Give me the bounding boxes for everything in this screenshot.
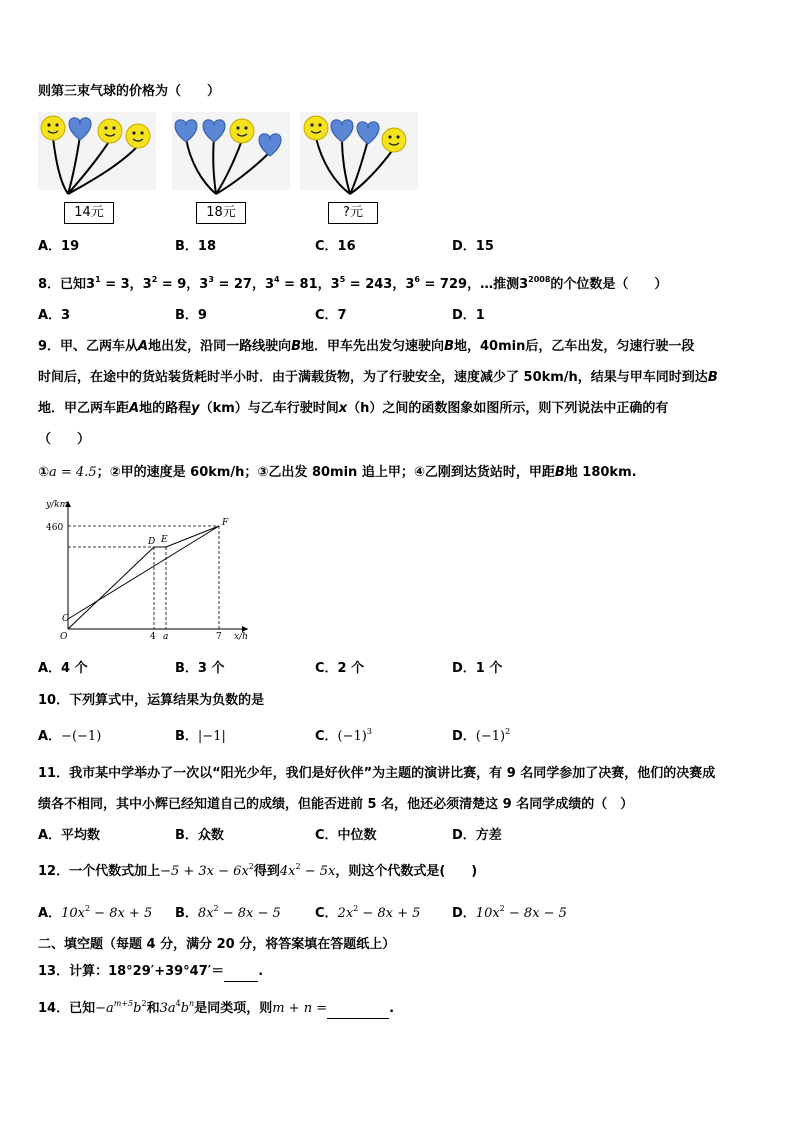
point-d: D xyxy=(148,537,156,547)
q12-option-c[interactable]: C．$2x^2 - 8x + 5$ xyxy=(315,904,421,921)
q8-option-b[interactable]: B．9 xyxy=(175,308,207,323)
q9-line-1: 9．甲、乙两车从A地出发，沿同一路线驶向B地．甲车先出发匀速驶向B地，40min后，乙车出发，匀速行驶一段 xyxy=(38,339,695,354)
q9-line-2: 时间后，在途中的货站装货耗时半小时．由于满载货物，为了行驶安全，速度减少了 50km/h，结果与甲车同时到达B xyxy=(38,370,718,385)
q9-option-b[interactable]: B．3 个 xyxy=(175,661,225,676)
q11-line-2: 绩各不相同，其中小辉已经知道自己的成绩，但能否进前 5 名，他还必须清楚这 9 名同学成绩的（ ） xyxy=(38,797,634,812)
price-box-1: 14元 xyxy=(64,202,114,224)
balloon-bunch-1 xyxy=(38,112,156,227)
q10-option-c[interactable]: C．$(-1)^3$ xyxy=(315,727,372,744)
balloon-bunch-2 xyxy=(172,112,290,227)
tick-460: 460 xyxy=(46,523,64,533)
point-o: O xyxy=(60,632,68,642)
q8-option-d[interactable]: D．1 xyxy=(452,308,485,323)
q14-stem: 14．已知$-a^{m+5}b^2$和$3a^4b^n$是同类项，则m + n = . xyxy=(38,1000,394,1019)
q9-line-5: ①a = 4.5；②甲的速度是 60km/h；③乙出发 80min 追上甲；④乙刚到达货站时，甲距B地 180km. xyxy=(38,465,637,480)
q12-option-b[interactable]: B．$8x^2 - 8x - 5$ xyxy=(175,904,281,921)
q12-option-a[interactable]: A．$10x^2 - 8x + 5$ xyxy=(38,904,153,921)
q10-option-a[interactable]: A．−(−1) xyxy=(38,729,102,744)
q11-option-b[interactable]: B．众数 xyxy=(175,828,224,843)
tick-7: 7 xyxy=(216,632,222,642)
q8-option-c[interactable]: C．7 xyxy=(315,308,347,323)
q8-option-a[interactable]: A．3 xyxy=(38,308,71,323)
point-f: F xyxy=(222,518,229,528)
q7-stem: 则第三束气球的价格为（ ） xyxy=(38,84,221,99)
q9-line-4: （ ） xyxy=(38,432,91,447)
y-axis-label: y/km xyxy=(46,500,69,510)
tick-a: a xyxy=(163,632,169,642)
tick-4: 4 xyxy=(150,632,156,642)
q10-option-d[interactable]: D．$(-1)^2$ xyxy=(452,727,511,744)
q11-line-1: 11．我市某中学举办了一次以“阳光少年，我们是好伙伴”为主题的演讲比赛，有 9 名同学参加了决赛，他们的决赛成 xyxy=(38,766,716,781)
line-yi xyxy=(68,526,219,629)
q9-function-graph xyxy=(38,493,260,648)
q9-graph-svg xyxy=(38,493,260,648)
q7-option-b[interactable]: B．18 xyxy=(175,239,216,254)
q7-option-d[interactable]: D．15 xyxy=(452,239,494,254)
q8-stem: 8．已知$3^1 = 3$，$3^2 = 9$，$3^3 = 27$，$3^4 = 81$，$3^5 = 243$，$3^6 = 729$，…推测$3^{2008}$的个位数是（ ） xyxy=(38,275,668,292)
q12-option-d[interactable]: D．$10x^2 - 8x - 5$ xyxy=(452,904,567,921)
q9-line-3: 地．甲乙两车距A地的路程y（km）与乙车行驶时间x（h）之间的函数图象如图所示，则下列说法中正确的有 xyxy=(38,401,669,416)
q10-stem: 10．下列算式中，运算结果为负数的是 xyxy=(38,693,265,708)
q7-option-c[interactable]: C．16 xyxy=(315,239,356,254)
q9-option-c[interactable]: C．2 个 xyxy=(315,661,365,676)
point-c: C xyxy=(62,614,69,624)
q10-option-b[interactable]: B．|−1| xyxy=(175,729,226,744)
price-box-3: ?元 xyxy=(328,202,378,224)
q13-stem: 13．计算：18°29′+39°47′＝ . xyxy=(38,963,263,982)
balloon-bunch-3 xyxy=(300,112,418,227)
line-jia xyxy=(68,526,219,619)
q11-option-d[interactable]: D．方差 xyxy=(452,828,502,843)
q9-option-a[interactable]: A．4 个 xyxy=(38,661,88,676)
q7-option-a[interactable]: A．19 xyxy=(38,239,80,254)
q13-answer-blank[interactable] xyxy=(224,963,258,982)
q14-answer-blank[interactable] xyxy=(327,1000,389,1019)
price-box-2: 18元 xyxy=(196,202,246,224)
q11-option-a[interactable]: A．平均数 xyxy=(38,828,101,843)
point-e: E xyxy=(161,535,168,545)
section-fill-in-title: 二、填空题（每题 4 分，满分 20 分，将答案填在答题纸上） xyxy=(38,937,396,952)
q9-option-d[interactable]: D．1 个 xyxy=(452,661,503,676)
q12-stem: 12．一个代数式加上$-5 + 3x - 6x^2$得到$4x^2 - 5x$，则这个代数式是( ) xyxy=(38,862,478,879)
q11-option-c[interactable]: C．中位数 xyxy=(315,828,377,843)
x-axis-label: x/h xyxy=(234,632,248,642)
